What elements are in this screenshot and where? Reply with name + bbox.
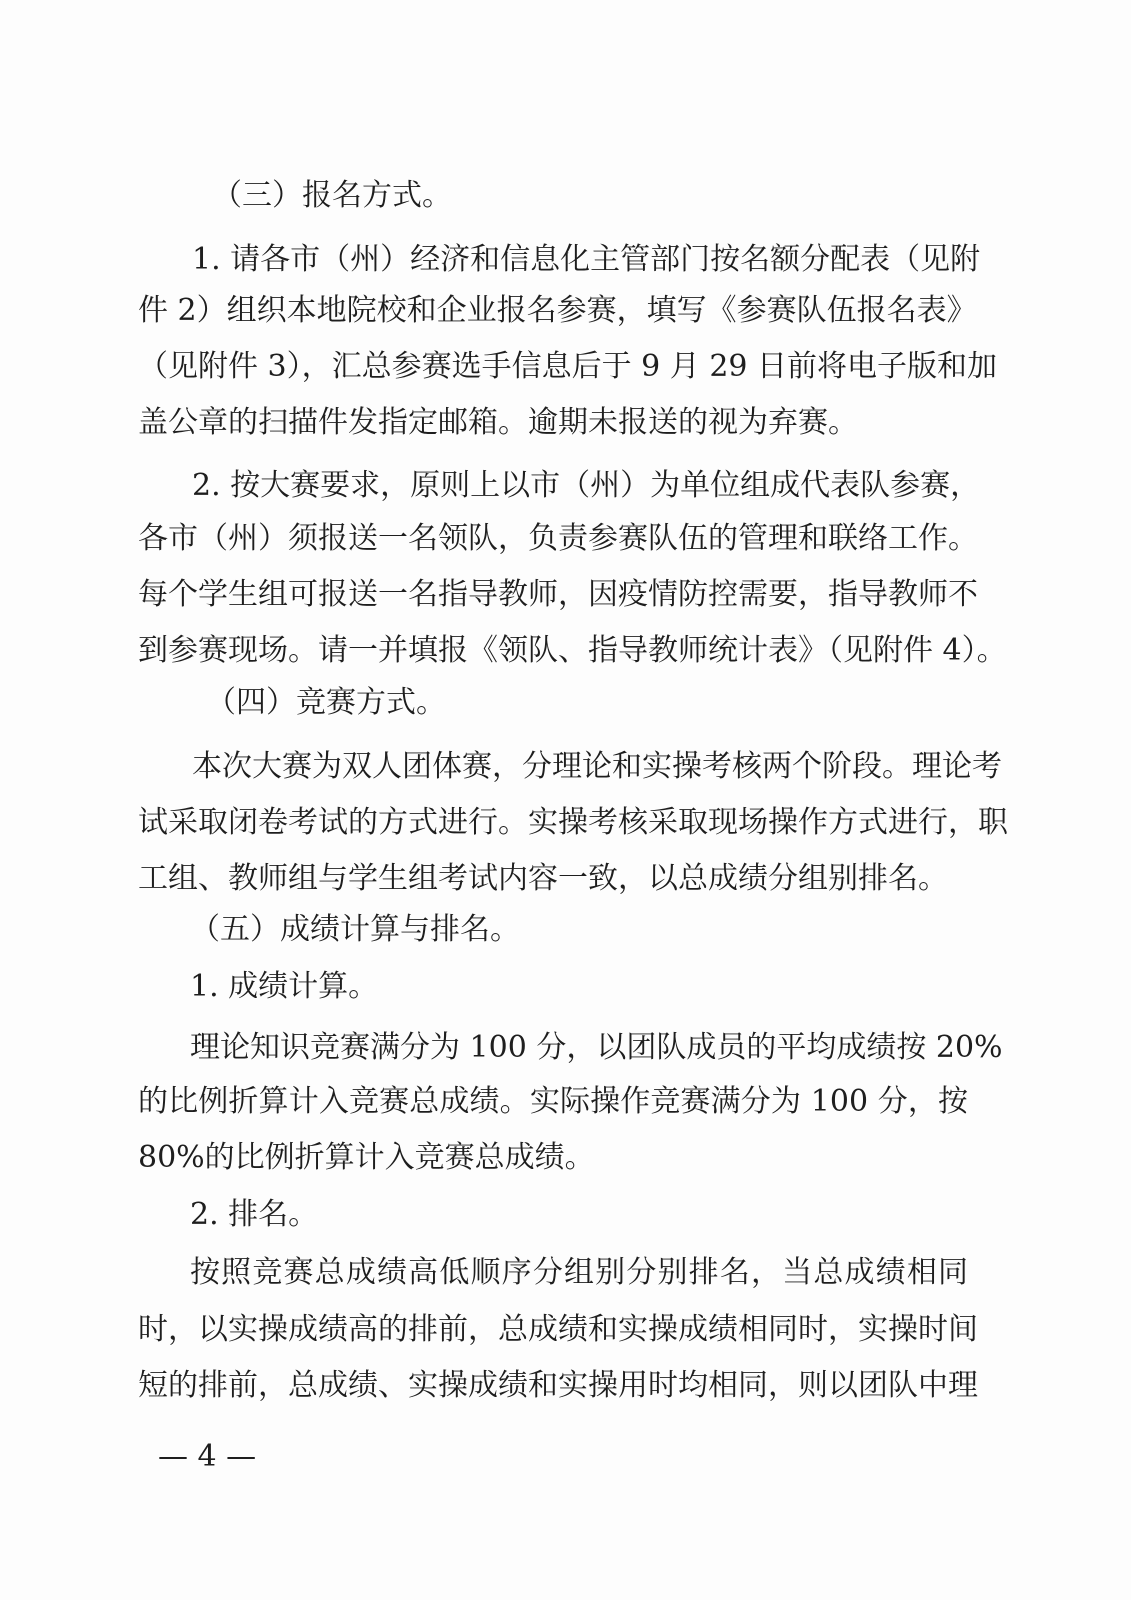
subsection-heading-score-calculation: 1. 成绩计算。 [190, 969, 379, 1004]
paragraph-line: 按照竞赛总成绩高低顺序分组别分别排名，当总成绩相同 [190, 1255, 968, 1290]
paragraph-line: 到参赛现场。请一并填报《领队、指导教师统计表》（见附件 4）。 [138, 633, 1007, 668]
paragraph-line: 工组、教师组与学生组考试内容一致，以总成绩分组别排名。 [138, 861, 948, 896]
paragraph-line: 80%的比例折算计入竞赛总成绩。 [138, 1140, 595, 1175]
paragraph-line: （见附件 3），汇总参赛选手信息后于 9 月 29 日前将电子版和加 [138, 349, 998, 384]
paragraph-line: 盖公章的扫描件发指定邮箱。逾期未报送的视为弃赛。 [138, 405, 858, 440]
paragraph-line: 1. 请各市（州）经济和信息化主管部门按名额分配表（见附 [192, 242, 981, 277]
section-heading-scoring: （五）成绩计算与排名。 [190, 912, 520, 947]
paragraph-line: 短的排前，总成绩、实操成绩和实操用时均相同，则以团队中理 [138, 1368, 978, 1403]
section-heading-competition: （四）竞赛方式。 [206, 685, 446, 720]
paragraph-line: 的比例折算计入竞赛总成绩。实际操作竞赛满分为 100 分，按 [138, 1084, 968, 1119]
paragraph-line: 2. 按大赛要求，原则上以市（州）为单位组成代表队参赛， [192, 468, 981, 503]
subsection-heading-ranking: 2. 排名。 [190, 1197, 319, 1232]
page-number: — 4 — [158, 1439, 257, 1474]
paragraph-line: 每个学生组可报送一名指导教师，因疫情防控需要，指导教师不 [138, 577, 978, 612]
section-heading-registration: （三）报名方式。 [212, 178, 452, 213]
paragraph-line: 试采取闭卷考试的方式进行。实操考核采取现场操作方式进行，职 [138, 805, 1008, 840]
paragraph-line: 理论知识竞赛满分为 100 分，以团队成员的平均成绩按 20% [190, 1030, 1003, 1065]
paragraph-line: 本次大赛为双人团体赛，分理论和实操考核两个阶段。理论考 [192, 749, 1002, 784]
paragraph-line: 时，以实操成绩高的排前，总成绩和实操成绩相同时，实操时间 [138, 1312, 978, 1347]
paragraph-line: 件 2）组织本地院校和企业报名参赛，填写《参赛队伍报名表》 [138, 293, 977, 328]
paragraph-line: 各市（州）须报送一名领队，负责参赛队伍的管理和联络工作。 [138, 521, 978, 556]
